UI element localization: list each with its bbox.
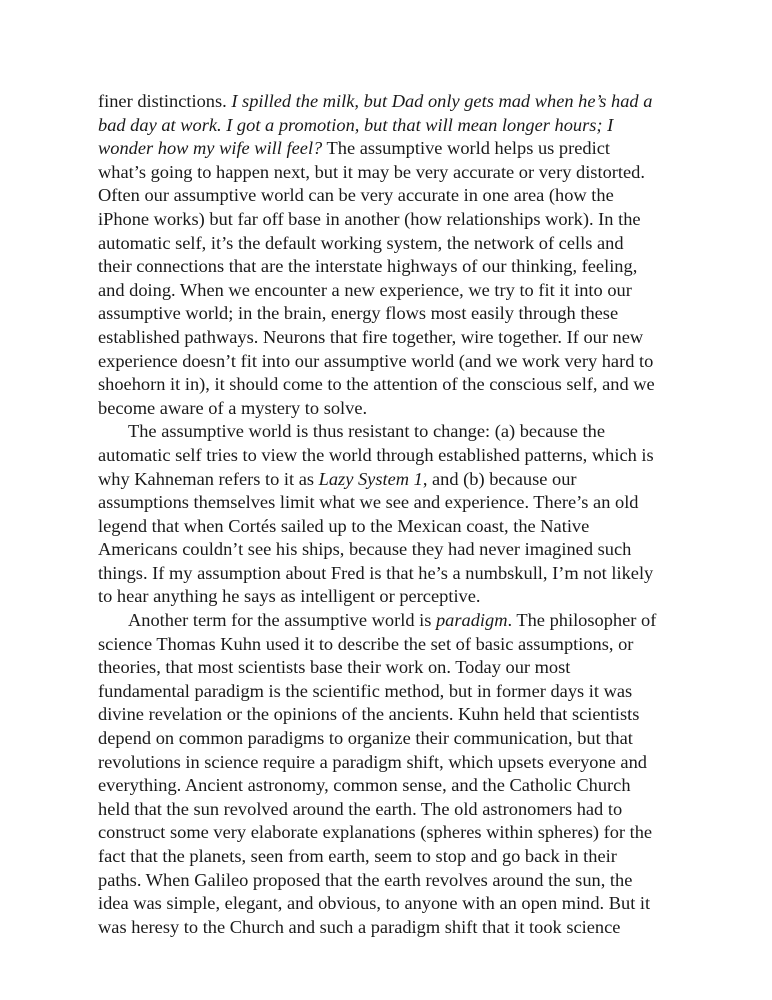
text-run: legend that when Cortés sailed up to the Mexican coast, the Native — [98, 515, 590, 536]
text-run: paths. When Galileo proposed that the earth revolves around the sun, the — [98, 869, 633, 890]
text-line — [98, 633, 678, 657]
text-run: what’s going to happen next, but it may be very accurate or very distorted. — [98, 161, 645, 182]
text-line — [98, 821, 678, 845]
text-run: , and (b) because our — [422, 468, 577, 489]
text-run: automatic self, it’s the default working system, the network of cells and — [98, 232, 624, 253]
text-line — [98, 255, 678, 279]
text-line — [98, 515, 678, 539]
text-run: fact that the planets, seen from earth, seem to stop and go back in their — [98, 846, 617, 866]
italic-text-run: Lazy System 1 — [318, 468, 423, 489]
text-line — [98, 302, 678, 326]
text-run: things. If my assumption about Fred is that he’s a numbskull, I’m not likely — [98, 562, 654, 583]
text-run: why Kahneman refers to it as — [98, 468, 319, 489]
text-run: iPhone works) but far off base in another (how relationships work). In the — [98, 208, 641, 229]
text-run: finer distinctions. — [98, 91, 232, 111]
text-run: . The philosopher of — [507, 610, 657, 631]
text-run: divine revelation or the opinions of the ancients. Kuhn held that scientists — [98, 704, 640, 725]
text-line — [98, 137, 678, 161]
text-line — [98, 161, 678, 185]
text-run: fundamental paradigm is the scientific method, but in former days it was — [98, 680, 633, 701]
text-line — [98, 892, 678, 916]
text-line — [98, 680, 678, 704]
text-run: Americans couldn’t see his ships, because they had never imagined such — [98, 539, 632, 560]
text-line — [98, 585, 678, 609]
text-line — [98, 538, 678, 562]
paragraph-start-line — [98, 420, 678, 444]
text-line — [98, 397, 678, 421]
text-line — [98, 114, 678, 138]
text-run: become aware of a mystery to solve. — [98, 397, 368, 418]
text-run: and doing. When we encounter a new experience, we try to fit it into our — [98, 279, 632, 300]
text-run: was heresy to the Church and such a paradigm shift that it took science — [98, 916, 621, 937]
text-run: idea was simple, elegant, and obvious, to anyone with an open mind. But it — [98, 893, 651, 914]
text-run: The assumptive world helps us predict — [322, 138, 610, 159]
text-run: science Thomas Kuhn used it to describe the set of basic assumptions, or — [98, 633, 634, 654]
text-run: to hear anything he says as intelligent or perceptive. — [98, 586, 481, 607]
text-line — [98, 703, 678, 727]
italic-text-run: bad day at work. I got a promotion, but that will mean longer hours; I — [98, 114, 614, 135]
italic-text-run: wonder how my wife will feel? — [98, 138, 323, 159]
text-line — [98, 798, 678, 822]
text-line — [98, 468, 678, 492]
text-line — [98, 562, 678, 586]
text-run: Another term for the assumptive world is — [128, 610, 436, 631]
text-run: everything. Ancient astronomy, common sense, and the Catholic Church — [98, 775, 631, 796]
text-line — [98, 326, 678, 350]
text-line — [98, 751, 678, 775]
text-run: automatic self tries to view the world through established patterns, which is — [98, 444, 654, 465]
paragraph-start-line — [98, 609, 678, 633]
text-run: revolutions in science require a paradigm shift, which upsets everyone and — [98, 751, 647, 772]
text-line — [98, 656, 678, 680]
text-run: assumptions themselves limit what we see and experience. There’s an old — [98, 492, 639, 513]
text-run: depend on common paradigms to organize their communication, but that — [98, 728, 633, 749]
text-line — [98, 727, 678, 751]
text-line — [98, 232, 678, 256]
text-line — [98, 90, 678, 114]
text-line — [98, 184, 678, 208]
book-page-text — [98, 90, 678, 939]
text-line — [98, 444, 678, 468]
text-line — [98, 774, 678, 798]
text-run: shoehorn it in), it should come to the attention of the conscious self, and we — [98, 374, 655, 395]
text-line — [98, 916, 678, 940]
text-run: held that the sun revolved around the earth. The old astronomers had to — [98, 798, 623, 819]
text-line — [98, 845, 678, 869]
text-run: their connections that are the interstate highways of our thinking, feeling, — [98, 256, 638, 277]
text-run: assumptive world; in the brain, energy flows most easily through these — [98, 303, 619, 324]
text-run: established pathways. Neurons that fire together, wire together. If our new — [98, 326, 644, 347]
text-line — [98, 373, 678, 397]
text-line — [98, 208, 678, 232]
text-line — [98, 350, 678, 374]
text-run: experience doesn’t fit into our assumptive world (and we work very hard to — [98, 350, 654, 371]
text-run: theories, that most scientists base their work on. Today our most — [98, 657, 571, 678]
text-line — [98, 279, 678, 303]
italic-text-run: I spilled the milk, but Dad only gets mad when he’s had a — [231, 91, 653, 111]
italic-text-run: paradigm — [435, 610, 508, 631]
text-line — [98, 869, 678, 893]
text-run: Often our assumptive world can be very accurate in one area (how the — [98, 185, 614, 206]
text-run: The assumptive world is thus resistant to change: (a) because the — [128, 421, 605, 442]
text-line — [98, 491, 678, 515]
text-run: construct some very elaborate explanations (spheres within spheres) for the — [98, 822, 653, 843]
